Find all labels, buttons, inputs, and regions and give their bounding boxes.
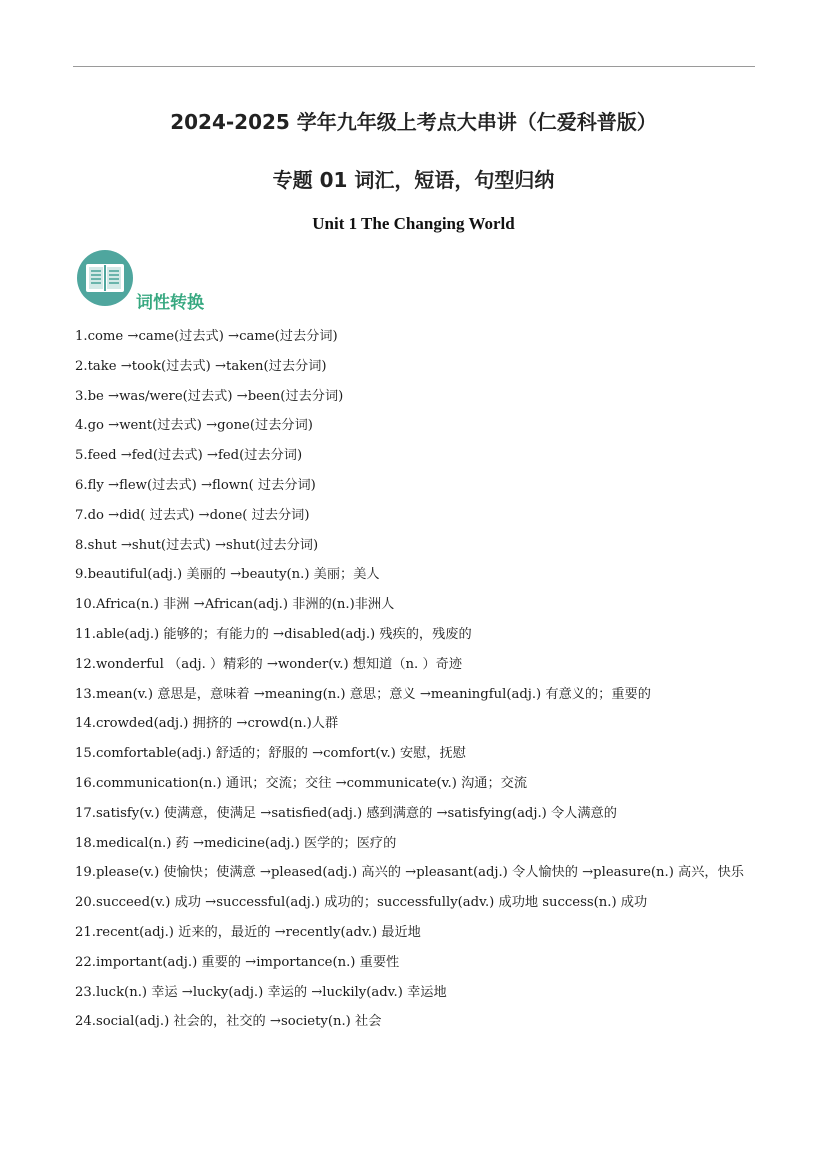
list-item: 9.beautiful(adj.) 美丽的 →beauty(n.) 美丽；美人 — [75, 567, 380, 583]
list-item: 11.able(adj.) 能够的；有能力的 →disabled(adj.) 残疾的，残废的 — [75, 626, 472, 642]
document-title: 2024-2025 学年九年级上考点大串讲（仁爱科普版） — [170, 110, 657, 134]
list-item: 17.satisfy(v.) 使满意，使满足 →satisfied(adj.) 感到满意的 →satisfying(adj.) 令人满意的 — [75, 805, 617, 821]
list-item: 3.be →was/were(过去式) →been(过去分词) — [75, 388, 344, 404]
list-item: 19.please(v.) 使愉快；使满意 →pleased(adj.) 高兴的 →pleasant(adj.) 令人愉快的 →pleasure(n.) 高兴，快乐 — [75, 865, 744, 881]
list-item: 22.important(adj.) 重要的 →importance(n.) 重要性 — [75, 954, 400, 970]
list-item: 18.medical(n.) 药 →medicine(adj.) 医学的；医疗的 — [75, 835, 397, 851]
list-item: 12.wonderful （adj. ）精彩的 →wonder(v.) 想知道（n. ）奇迹 — [75, 656, 463, 672]
list-item: 23.luck(n.) 幸运 →lucky(adj.) 幸运的 →luckily(adv.) 幸运地 — [75, 984, 447, 1000]
unit-title: Unit 1 The Changing World — [312, 214, 515, 233]
section-heading: 词性转换 — [136, 293, 204, 313]
list-item: 8.shut →shut(过去式) →shut(过去分词) — [75, 537, 319, 553]
list-item: 6.fly →flew(过去式) →flown( 过去分词) — [75, 477, 316, 493]
list-item: 2.take →took(过去式) →taken(过去分词) — [75, 358, 327, 374]
word-form-list — [75, 322, 760, 1037]
list-item: 10.Africa(n.) 非洲 →African(adj.) 非洲的(n.)非洲人 — [75, 597, 395, 613]
list-item: 14.crowded(adj.) 拥挤的 →crowd(n.)人群 — [75, 716, 339, 732]
list-item: 20.succeed(v.) 成功 →successful(adj.) 成功的；successfully(adv.) 成功地 success(n.) 成功 — [75, 895, 648, 911]
list-item: 5.feed →fed(过去式) →fed(过去分词) — [75, 448, 303, 464]
document-subtitle: 专题 01 词汇，短语，句型归纳 — [272, 168, 555, 192]
list-item: 13.mean(v.) 意思是，意味着 →meaning(n.) 意思；意义 →meaningful(adj.) 有意义的；重要的 — [75, 686, 651, 702]
header-divider — [73, 66, 755, 67]
book-icon — [77, 250, 133, 306]
list-item: 15.comfortable(adj.) 舒适的；舒服的 →comfort(v.) 安慰，抚慰 — [75, 746, 466, 762]
list-item: 4.go →went(过去式) →gone(过去分词) — [75, 418, 313, 434]
list-item: 21.recent(adj.) 近来的，最近的 →recently(adv.) 最近地 — [75, 924, 421, 940]
list-item: 24.social(adj.) 社会的，社交的 →society(n.) 社会 — [75, 1014, 382, 1030]
list-item: 1.come →came(过去式) →came(过去分词) — [75, 329, 338, 344]
list-item: 16.communication(n.) 通讯；交流；交往 →communicate(v.) 沟通；交流 — [75, 775, 528, 791]
list-item: 7.do →did( 过去式) →done( 过去分词) — [75, 507, 310, 523]
